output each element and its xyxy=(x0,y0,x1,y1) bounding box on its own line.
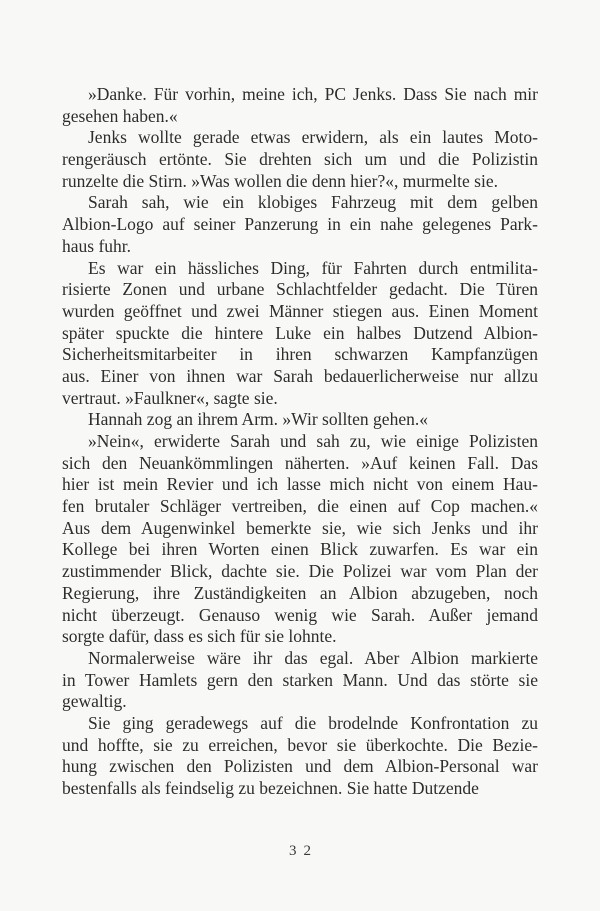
text-line: und hoffte, sie zu erreichen, bevor sie überkochte. Die Bezie- xyxy=(62,734,538,755)
text-line: Jenks wollte gerade etwas erwidern, als ein lautes Moto- xyxy=(88,127,538,148)
text-line: »Nein«, erwiderte Sarah und sah zu, wie einige Polizisten xyxy=(88,431,538,451)
text-line: aus. Einer von ihnen war Sarah bedauerlicherweise nur allzu xyxy=(62,365,538,386)
text-line: Es war ein hässliches Ding, für Fahrten durch entmilita- xyxy=(88,257,538,278)
text-line: Regierung, ihre Zuständigkeiten an Albion abzugeben, noch xyxy=(62,582,538,603)
text-line: Aus dem Augenwinkel bemerkte sie, wie sich Jenks und ihr xyxy=(62,517,538,538)
text-line: gesehen haben.« xyxy=(62,105,178,126)
text-line: gewaltig. xyxy=(62,691,127,712)
text-line: »Danke. Für vorhin, meine ich, PC Jenks. Dass Sie nach mir xyxy=(88,84,538,104)
text-line: Sie ging geradewegs auf die brodelnde Konfrontation zu xyxy=(88,712,538,733)
text-line: hier ist mein Revier und ich lasse mich nicht von einem Hau- xyxy=(62,474,538,495)
text-line: rengeräusch ertönte. Sie drehten sich um und die Polizistin xyxy=(62,149,538,170)
text-block xyxy=(62,84,538,800)
page-number: 32 xyxy=(289,843,318,859)
text-line: später spuckte die hintere Luke ein halbes Dutzend Albion- xyxy=(62,322,538,343)
text-line: wurden geöffnet und zwei Männer stiegen aus. Einen Moment xyxy=(62,300,538,321)
text-line: Albion-Logo auf seiner Panzerung in ein nahe gelegenes Park- xyxy=(62,214,538,235)
text-line: sich den Neuankömmlingen näherten. »Auf keinen Fall. Das xyxy=(62,452,538,473)
text-line: nicht überzeugt. Genauso wenig wie Sarah. Außer jemand xyxy=(62,604,538,625)
text-line: Normalerweise wäre ihr das egal. Aber Albion markierte xyxy=(88,647,538,668)
text-line: in Tower Hamlets gern den starken Mann. Und das störte sie xyxy=(62,669,538,690)
text-line: hung zwischen den Polizisten und dem Albion-Personal war xyxy=(62,756,538,777)
text-line: Kollege bei ihren Worten einen Blick zuwarfen. Es war ein xyxy=(62,539,538,560)
text-line: Sicherheitsmitarbeiter in ihren schwarzen Kampfanzügen xyxy=(62,344,538,365)
text-line: vertraut. »Faulkner«, sagte sie. xyxy=(62,387,278,408)
text-line: Sarah sah, wie ein klobiges Fahrzeug mit dem gelben xyxy=(88,192,538,213)
text-line: haus fuhr. xyxy=(62,235,132,256)
text-line: fen brutaler Schläger vertreiben, die einen auf Cop machen.« xyxy=(62,496,538,517)
text-line: runzelte die Stirn. »Was wollen die denn hier?«, murmelte sie. xyxy=(62,170,498,191)
text-line: sorgte dafür, dass es sich für sie lohnte. xyxy=(62,626,337,647)
text-line: risierte Zonen und urbane Schlachtfelder gedacht. Die Türen xyxy=(62,279,538,300)
text-line: bestenfalls als feindselig zu bezeichnen. Sie hatte Dutzende xyxy=(62,778,479,798)
text-line: zustimmender Blick, dachte sie. Die Polizei war vom Plan der xyxy=(62,561,538,582)
text-line: Hannah zog an ihrem Arm. »Wir sollten gehen.« xyxy=(88,409,428,430)
